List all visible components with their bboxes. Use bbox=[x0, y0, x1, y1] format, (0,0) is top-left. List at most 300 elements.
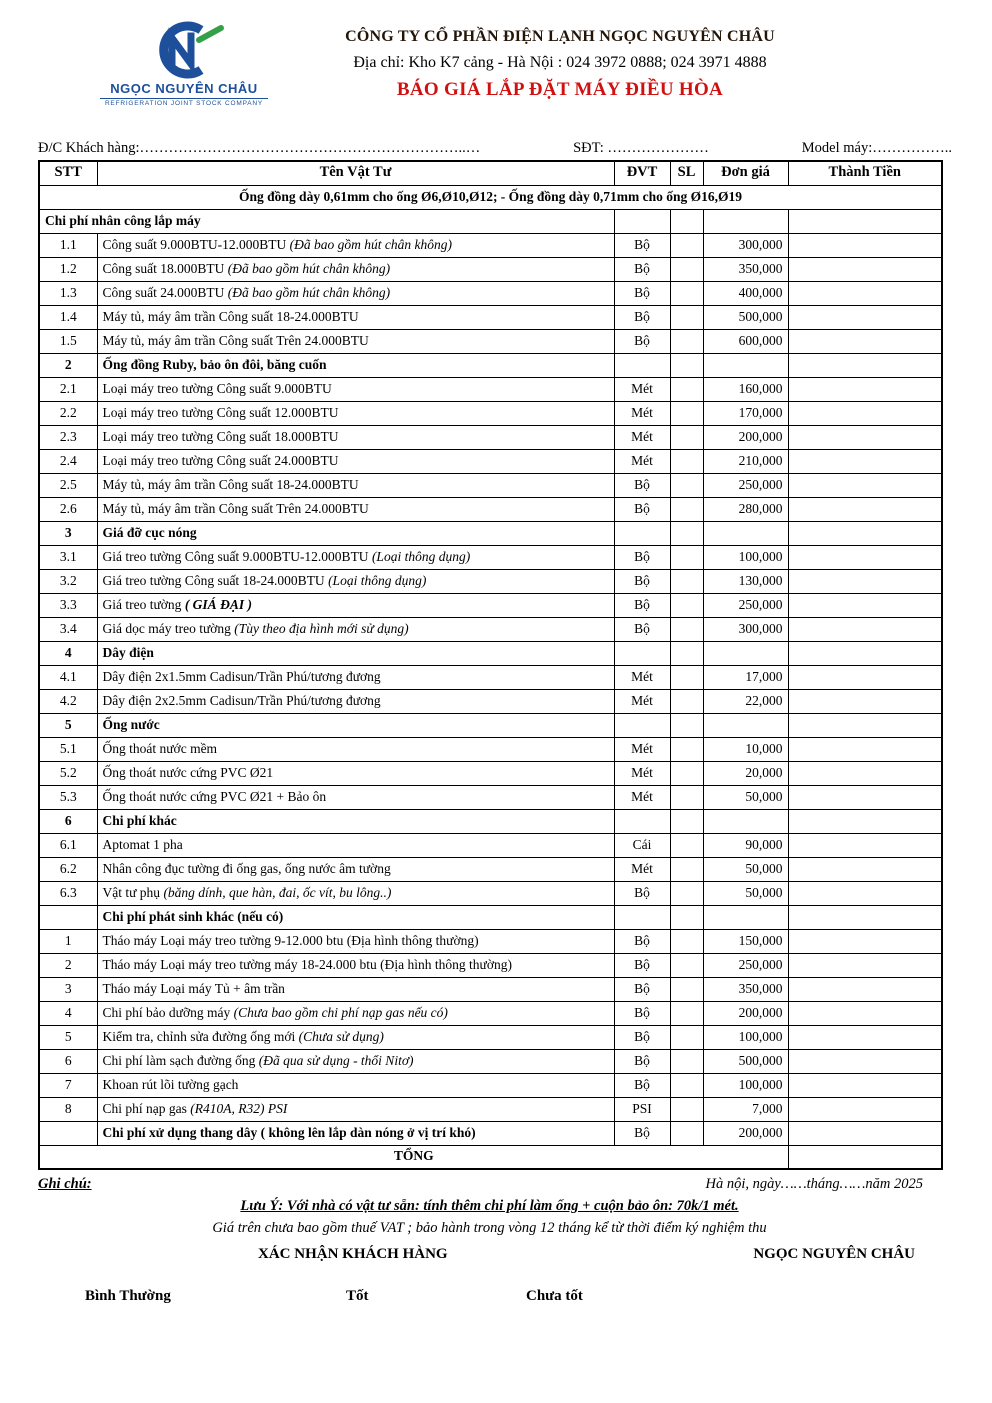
amount-cell bbox=[788, 425, 942, 449]
stt-cell: 2.1 bbox=[39, 377, 97, 401]
dvt-cell: Mét bbox=[614, 425, 670, 449]
stt-cell: 1.2 bbox=[39, 257, 97, 281]
price-cell: 100,000 bbox=[703, 545, 788, 569]
dvt-cell: Bộ bbox=[614, 545, 670, 569]
price-cell: 7,000 bbox=[703, 1097, 788, 1121]
amount-cell bbox=[788, 449, 942, 473]
amount-cell bbox=[788, 1025, 942, 1049]
sl-cell bbox=[670, 953, 703, 977]
section-row bbox=[39, 641, 942, 665]
customer-phone-field: SĐT: ………………… bbox=[573, 140, 709, 156]
section-row bbox=[39, 713, 942, 737]
document-title: BÁO GIÁ LẮP ĐẶT MÁY ĐIỀU HÒA bbox=[396, 79, 724, 100]
dvt-cell: Mét bbox=[614, 377, 670, 401]
stt-cell: 6 bbox=[39, 809, 97, 833]
item-name-cell: Loại máy treo tường Công suất 18.000BTU bbox=[97, 425, 614, 449]
table-header-row bbox=[39, 161, 942, 185]
dvt-cell bbox=[614, 713, 670, 737]
sl-cell bbox=[670, 737, 703, 761]
item-name-cell: Nhân công đục tường đi ống gas, ống nước âm tường bbox=[97, 857, 614, 881]
stt-cell: 2.3 bbox=[39, 425, 97, 449]
amount-cell bbox=[788, 209, 942, 233]
amount-cell bbox=[788, 1097, 942, 1121]
price-cell: 90,000 bbox=[703, 833, 788, 857]
item-name-cell: Chi phí nạp gas (R410A, R32) PSI bbox=[97, 1097, 614, 1121]
dvt-cell bbox=[614, 809, 670, 833]
price-cell bbox=[703, 353, 788, 377]
notes-label: Ghi chú: bbox=[38, 1176, 92, 1192]
amount-cell bbox=[788, 881, 942, 905]
item-row bbox=[39, 329, 942, 353]
price-cell: 500,000 bbox=[703, 1049, 788, 1073]
stt-cell: 5.1 bbox=[39, 737, 97, 761]
column-header-name: Tên Vật Tư bbox=[97, 161, 614, 185]
amount-cell bbox=[788, 281, 942, 305]
sl-cell bbox=[670, 713, 703, 737]
band-row bbox=[39, 185, 942, 209]
item-name-cell: Loại máy treo tường Công suất 9.000BTU bbox=[97, 377, 614, 401]
sl-cell bbox=[670, 377, 703, 401]
item-row bbox=[39, 1097, 942, 1121]
item-row bbox=[39, 689, 942, 713]
stt-cell: 2 bbox=[39, 953, 97, 977]
sl-cell bbox=[670, 1121, 703, 1145]
dvt-cell: Bộ bbox=[614, 1121, 670, 1145]
amount-cell bbox=[788, 329, 942, 353]
sl-cell bbox=[670, 353, 703, 377]
item-name-cell: Tháo máy Loại máy Tủ + âm trần bbox=[97, 977, 614, 1001]
total-row bbox=[39, 1145, 942, 1169]
section-title-cell: Chi phí khác bbox=[97, 809, 614, 833]
item-row bbox=[39, 785, 942, 809]
sl-cell bbox=[670, 593, 703, 617]
company-name: CÔNG TY CỔ PHẦN ĐIỆN LẠNH NGỌC NGUYÊN CHÂU bbox=[345, 28, 775, 45]
dvt-cell: Bộ bbox=[614, 929, 670, 953]
dvt-cell: Bộ bbox=[614, 593, 670, 617]
stt-cell: 3 bbox=[39, 521, 97, 545]
dvt-cell: Bộ bbox=[614, 953, 670, 977]
sl-cell bbox=[670, 617, 703, 641]
item-name-cell: Công suất 24.000BTU (Đã bao gồm hút chân không) bbox=[97, 281, 614, 305]
stt-cell: 8 bbox=[39, 1097, 97, 1121]
sl-cell bbox=[670, 1025, 703, 1049]
amount-cell bbox=[788, 713, 942, 737]
amount-cell bbox=[788, 305, 942, 329]
stt-cell: 5 bbox=[39, 1025, 97, 1049]
stt-cell: 5.3 bbox=[39, 785, 97, 809]
item-name-cell: Ống thoát nước cứng PVC Ø21 bbox=[97, 761, 614, 785]
dvt-cell: Mét bbox=[614, 449, 670, 473]
sl-cell bbox=[670, 761, 703, 785]
sl-cell bbox=[670, 521, 703, 545]
amount-cell bbox=[788, 737, 942, 761]
sl-cell bbox=[670, 641, 703, 665]
item-row bbox=[39, 377, 942, 401]
price-cell: 160,000 bbox=[703, 377, 788, 401]
amount-cell bbox=[788, 1049, 942, 1073]
item-name-cell: Ống thoát nước mềm bbox=[97, 737, 614, 761]
dvt-cell: Bộ bbox=[614, 1001, 670, 1025]
sl-cell bbox=[670, 881, 703, 905]
sl-cell bbox=[670, 209, 703, 233]
item-row bbox=[39, 257, 942, 281]
amount-cell bbox=[788, 953, 942, 977]
sl-cell bbox=[670, 977, 703, 1001]
price-cell: 250,000 bbox=[703, 953, 788, 977]
rating-option: Bình Thường bbox=[85, 1288, 171, 1304]
item-name-cell: Tháo máy Loại máy treo tường máy 18-24.000 btu (Địa hình thông thường) bbox=[97, 953, 614, 977]
section-row bbox=[39, 209, 942, 233]
item-name-cell: Máy tủ, máy âm trần Công suất 18-24.000BTU bbox=[97, 473, 614, 497]
section-title-cell: Chi phí phát sinh khác (nếu có) bbox=[97, 905, 614, 929]
sl-cell bbox=[670, 857, 703, 881]
stt-cell: 2.2 bbox=[39, 401, 97, 425]
sl-cell bbox=[670, 497, 703, 521]
stt-cell: 4.1 bbox=[39, 665, 97, 689]
section-title-cell: Giá đỡ cục nóng bbox=[97, 521, 614, 545]
dvt-cell: Bộ bbox=[614, 497, 670, 521]
dvt-cell: Mét bbox=[614, 401, 670, 425]
document-footer bbox=[38, 1176, 941, 1314]
item-name-cell: Chi phí làm sạch đường ống (Đã qua sử dụng - thổi Nitơ) bbox=[97, 1049, 614, 1073]
item-row bbox=[39, 953, 942, 977]
item-name-cell: Máy tủ, máy âm trần Công suất Trên 24.000BTU bbox=[97, 329, 614, 353]
price-cell bbox=[703, 905, 788, 929]
dvt-cell: Mét bbox=[614, 665, 670, 689]
price-cell: 100,000 bbox=[703, 1073, 788, 1097]
dvt-cell: Cái bbox=[614, 833, 670, 857]
item-row bbox=[39, 305, 942, 329]
sl-cell bbox=[670, 929, 703, 953]
amount-cell bbox=[788, 545, 942, 569]
rating-row bbox=[38, 1288, 941, 1314]
column-header-stt: STT bbox=[39, 161, 97, 185]
item-row bbox=[39, 593, 942, 617]
price-cell: 200,000 bbox=[703, 425, 788, 449]
header-text-block bbox=[168, 20, 952, 101]
dvt-cell: PSI bbox=[614, 1097, 670, 1121]
price-cell: 150,000 bbox=[703, 929, 788, 953]
rating-option: Tốt bbox=[346, 1288, 369, 1304]
item-row bbox=[39, 665, 942, 689]
dvt-cell: Bộ bbox=[614, 305, 670, 329]
item-name-cell: Giá treo tường Công suất 18-24.000BTU (Loại thông dụng) bbox=[97, 569, 614, 593]
item-name-cell: Aptomat 1 pha bbox=[97, 833, 614, 857]
customer-model-field: Model máy:…………….. bbox=[801, 140, 952, 156]
stt-cell: 5.2 bbox=[39, 761, 97, 785]
item-row bbox=[39, 1001, 942, 1025]
amount-cell bbox=[788, 857, 942, 881]
amount-cell bbox=[788, 497, 942, 521]
price-cell: 400,000 bbox=[703, 281, 788, 305]
item-row bbox=[39, 401, 942, 425]
dvt-cell: Mét bbox=[614, 689, 670, 713]
stt-cell: 1.3 bbox=[39, 281, 97, 305]
price-cell: 200,000 bbox=[703, 1001, 788, 1025]
item-name-cell: Giá treo tường ( GIÁ ĐẠI ) bbox=[97, 593, 614, 617]
attention-note: Lưu Ý: Với nhà có vật tư sẵn: tính thêm chi phí làm ống + cuộn bảo ôn: 70k/1 mét. bbox=[240, 1198, 739, 1214]
price-cell: 300,000 bbox=[703, 233, 788, 257]
price-cell: 300,000 bbox=[703, 617, 788, 641]
item-row bbox=[39, 449, 942, 473]
sl-cell bbox=[670, 665, 703, 689]
item-row bbox=[39, 425, 942, 449]
item-row bbox=[39, 761, 942, 785]
dvt-cell bbox=[614, 209, 670, 233]
price-cell: 350,000 bbox=[703, 257, 788, 281]
dvt-cell: Mét bbox=[614, 737, 670, 761]
price-cell: 50,000 bbox=[703, 857, 788, 881]
amount-cell bbox=[788, 761, 942, 785]
amount-cell bbox=[788, 665, 942, 689]
vat-warranty-note: Giá trên chưa bao gồm thuế VAT ; bảo hành trong vòng 12 tháng kể từ thời điểm ký nghiệm thu bbox=[212, 1220, 767, 1236]
section-title-cell: Ống nước bbox=[97, 713, 614, 737]
price-cell bbox=[703, 521, 788, 545]
price-cell: 250,000 bbox=[703, 593, 788, 617]
price-cell: 17,000 bbox=[703, 665, 788, 689]
section-row bbox=[39, 521, 942, 545]
amount-cell bbox=[788, 569, 942, 593]
item-row bbox=[39, 1025, 942, 1049]
item-row bbox=[39, 833, 942, 857]
price-cell: 50,000 bbox=[703, 881, 788, 905]
item-row bbox=[39, 929, 942, 953]
logo-company-name: NGỌC NGUYÊN CHÂU bbox=[110, 81, 258, 96]
sl-cell bbox=[670, 425, 703, 449]
item-row bbox=[39, 1121, 942, 1145]
column-header-sl: SL bbox=[670, 161, 703, 185]
item-row bbox=[39, 545, 942, 569]
price-cell: 20,000 bbox=[703, 761, 788, 785]
price-cell: 100,000 bbox=[703, 1025, 788, 1049]
sl-cell bbox=[670, 449, 703, 473]
item-row bbox=[39, 473, 942, 497]
dvt-cell: Bộ bbox=[614, 233, 670, 257]
item-name-cell: Chi phí bảo dưỡng máy (Chưa bao gồm chi phí nạp gas nếu có) bbox=[97, 1001, 614, 1025]
sl-cell bbox=[670, 1001, 703, 1025]
total-label-cell: TỔNG bbox=[39, 1145, 788, 1169]
section-title-cell: Ống đồng Ruby, bảo ôn đôi, băng cuốn bbox=[97, 353, 614, 377]
customer-address-field: Đ/C Khách hàng:…………………………………………………………..… bbox=[38, 140, 481, 156]
stt-cell: 6.3 bbox=[39, 881, 97, 905]
price-cell: 600,000 bbox=[703, 329, 788, 353]
stt-cell bbox=[39, 905, 97, 929]
amount-cell bbox=[788, 641, 942, 665]
company-signature-label: NGỌC NGUYÊN CHÂU bbox=[753, 1246, 915, 1262]
dvt-cell bbox=[614, 905, 670, 929]
stt-cell: 1 bbox=[39, 929, 97, 953]
stt-cell: 1.4 bbox=[39, 305, 97, 329]
sl-cell bbox=[670, 1073, 703, 1097]
amount-cell bbox=[788, 353, 942, 377]
price-cell bbox=[703, 809, 788, 833]
sl-cell bbox=[670, 545, 703, 569]
price-cell: 130,000 bbox=[703, 569, 788, 593]
item-row bbox=[39, 977, 942, 1001]
sl-cell bbox=[670, 569, 703, 593]
customer-info-line bbox=[38, 140, 952, 157]
dvt-cell bbox=[614, 521, 670, 545]
stt-cell: 6.2 bbox=[39, 857, 97, 881]
dvt-cell: Bộ bbox=[614, 329, 670, 353]
amount-cell bbox=[788, 1001, 942, 1025]
item-row bbox=[39, 617, 942, 641]
amount-cell bbox=[788, 977, 942, 1001]
section-row bbox=[39, 353, 942, 377]
stt-cell: 5 bbox=[39, 713, 97, 737]
item-name-cell: Dây điện 2x2.5mm Cadisun/Trần Phú/tương đương bbox=[97, 689, 614, 713]
dvt-cell: Bộ bbox=[614, 473, 670, 497]
price-cell bbox=[703, 641, 788, 665]
amount-cell bbox=[788, 401, 942, 425]
stt-cell: 4.2 bbox=[39, 689, 97, 713]
stt-cell bbox=[39, 1121, 97, 1145]
amount-cell bbox=[788, 377, 942, 401]
item-name-cell: Loại máy treo tường Công suất 12.000BTU bbox=[97, 401, 614, 425]
item-name-cell: Chi phí xử dụng thang dây ( không lên lắp dàn nóng ở vị trí khó) bbox=[97, 1121, 614, 1145]
column-header-dvt: ĐVT bbox=[614, 161, 670, 185]
dvt-cell: Mét bbox=[614, 761, 670, 785]
item-row bbox=[39, 281, 942, 305]
amount-cell bbox=[788, 257, 942, 281]
item-name-cell: Công suất 18.000BTU (Đã bao gồm hút chân không) bbox=[97, 257, 614, 281]
logo-mark-icon bbox=[125, 20, 243, 80]
document-header bbox=[38, 20, 952, 136]
dvt-cell bbox=[614, 353, 670, 377]
dvt-cell: Bộ bbox=[614, 1073, 670, 1097]
amount-cell bbox=[788, 689, 942, 713]
dvt-cell: Bộ bbox=[614, 881, 670, 905]
item-row bbox=[39, 1073, 942, 1097]
item-name-cell: Vật tư phụ (băng dính, que hàn, đai, ốc vít, bu lông..) bbox=[97, 881, 614, 905]
amount-cell bbox=[788, 809, 942, 833]
logo-company-subtitle: REFRIGERATION JOINT STOCK COMPANY bbox=[100, 98, 268, 107]
stt-cell: 3.3 bbox=[39, 593, 97, 617]
column-header-amount: Thành Tiền bbox=[788, 161, 942, 185]
item-name-cell: Máy tủ, máy âm trần Công suất 18-24.000BTU bbox=[97, 305, 614, 329]
sl-cell bbox=[670, 473, 703, 497]
stt-cell: 6.1 bbox=[39, 833, 97, 857]
total-amount-cell bbox=[788, 1145, 942, 1169]
price-cell bbox=[703, 713, 788, 737]
item-row bbox=[39, 881, 942, 905]
date-line: Hà nội, ngày……tháng……năm 2025 bbox=[705, 1176, 923, 1192]
stt-cell: 3.2 bbox=[39, 569, 97, 593]
item-name-cell: Tháo máy Loại máy treo tường 9-12.000 btu (Địa hình thông thường) bbox=[97, 929, 614, 953]
sl-cell bbox=[670, 329, 703, 353]
stt-cell: 4 bbox=[39, 1001, 97, 1025]
amount-cell bbox=[788, 929, 942, 953]
column-header-price: Đơn giá bbox=[703, 161, 788, 185]
price-cell: 280,000 bbox=[703, 497, 788, 521]
amount-cell bbox=[788, 785, 942, 809]
item-name-cell: Dây điện 2x1.5mm Cadisun/Trần Phú/tương đương bbox=[97, 665, 614, 689]
dvt-cell: Mét bbox=[614, 857, 670, 881]
dvt-cell: Bộ bbox=[614, 257, 670, 281]
customer-signature-label: XÁC NHẬN KHÁCH HÀNG bbox=[258, 1246, 448, 1262]
dvt-cell: Bộ bbox=[614, 1025, 670, 1049]
amount-cell bbox=[788, 905, 942, 929]
amount-cell bbox=[788, 1073, 942, 1097]
price-cell: 210,000 bbox=[703, 449, 788, 473]
sl-cell bbox=[670, 689, 703, 713]
section-title-cell: Chi phí nhân công lắp máy bbox=[39, 209, 614, 233]
sl-cell bbox=[670, 281, 703, 305]
price-cell: 10,000 bbox=[703, 737, 788, 761]
dvt-cell: Mét bbox=[614, 785, 670, 809]
item-name-cell: Ống thoát nước cứng PVC Ø21 + Bảo ôn bbox=[97, 785, 614, 809]
item-name-cell: Giá dọc máy treo tường (Tùy theo địa hình mới sử dụng) bbox=[97, 617, 614, 641]
amount-cell bbox=[788, 833, 942, 857]
price-cell: 200,000 bbox=[703, 1121, 788, 1145]
sl-cell bbox=[670, 809, 703, 833]
dvt-cell bbox=[614, 641, 670, 665]
price-cell: 50,000 bbox=[703, 785, 788, 809]
stt-cell: 2 bbox=[39, 353, 97, 377]
item-row bbox=[39, 857, 942, 881]
item-row bbox=[39, 497, 942, 521]
item-row bbox=[39, 1049, 942, 1073]
amount-cell bbox=[788, 233, 942, 257]
sl-cell bbox=[670, 905, 703, 929]
quote-table-body bbox=[39, 185, 942, 1169]
amount-cell bbox=[788, 1121, 942, 1145]
price-cell: 170,000 bbox=[703, 401, 788, 425]
price-cell: 500,000 bbox=[703, 305, 788, 329]
company-address: Địa chỉ: Kho K7 cảng - Hà Nội : 024 3972 0888; 024 3971 4888 bbox=[353, 54, 767, 71]
stt-cell: 3.4 bbox=[39, 617, 97, 641]
dvt-cell: Bộ bbox=[614, 977, 670, 1001]
stt-cell: 1.5 bbox=[39, 329, 97, 353]
item-row bbox=[39, 233, 942, 257]
item-name-cell: Giá treo tường Công suất 9.000BTU-12.000BTU (Loại thông dụng) bbox=[97, 545, 614, 569]
item-name-cell: Loại máy treo tường Công suất 24.000BTU bbox=[97, 449, 614, 473]
sl-cell bbox=[670, 833, 703, 857]
sl-cell bbox=[670, 785, 703, 809]
item-name-cell: Công suất 9.000BTU-12.000BTU (Đã bao gồm hút chân không) bbox=[97, 233, 614, 257]
stt-cell: 2.4 bbox=[39, 449, 97, 473]
copper-note-cell: Ống đồng dày 0,61mm cho ống Ø6,Ø10,Ø12; - Ống đồng dày 0,71mm cho ống Ø16,Ø19 bbox=[39, 185, 942, 209]
item-name-cell: Khoan rút lõi tường gạch bbox=[97, 1073, 614, 1097]
dvt-cell: Bộ bbox=[614, 281, 670, 305]
dvt-cell: Bộ bbox=[614, 1049, 670, 1073]
company-logo bbox=[100, 20, 268, 107]
price-cell bbox=[703, 209, 788, 233]
rating-option: Chưa tốt bbox=[526, 1288, 583, 1304]
stt-cell: 1.1 bbox=[39, 233, 97, 257]
section-row bbox=[39, 809, 942, 833]
item-name-cell: Máy tủ, máy âm trần Công suất Trên 24.000BTU bbox=[97, 497, 614, 521]
item-name-cell: Kiểm tra, chỉnh sửa đường ống mới (Chưa sử dụng) bbox=[97, 1025, 614, 1049]
stt-cell: 3.1 bbox=[39, 545, 97, 569]
amount-cell bbox=[788, 593, 942, 617]
item-row bbox=[39, 737, 942, 761]
sl-cell bbox=[670, 1049, 703, 1073]
price-cell: 250,000 bbox=[703, 473, 788, 497]
dvt-cell: Bộ bbox=[614, 617, 670, 641]
price-cell: 22,000 bbox=[703, 689, 788, 713]
price-cell: 350,000 bbox=[703, 977, 788, 1001]
section-row bbox=[39, 905, 942, 929]
stt-cell: 4 bbox=[39, 641, 97, 665]
dvt-cell: Bộ bbox=[614, 569, 670, 593]
stt-cell: 6 bbox=[39, 1049, 97, 1073]
sl-cell bbox=[670, 401, 703, 425]
sl-cell bbox=[670, 1097, 703, 1121]
stt-cell: 7 bbox=[39, 1073, 97, 1097]
item-row bbox=[39, 569, 942, 593]
amount-cell bbox=[788, 617, 942, 641]
